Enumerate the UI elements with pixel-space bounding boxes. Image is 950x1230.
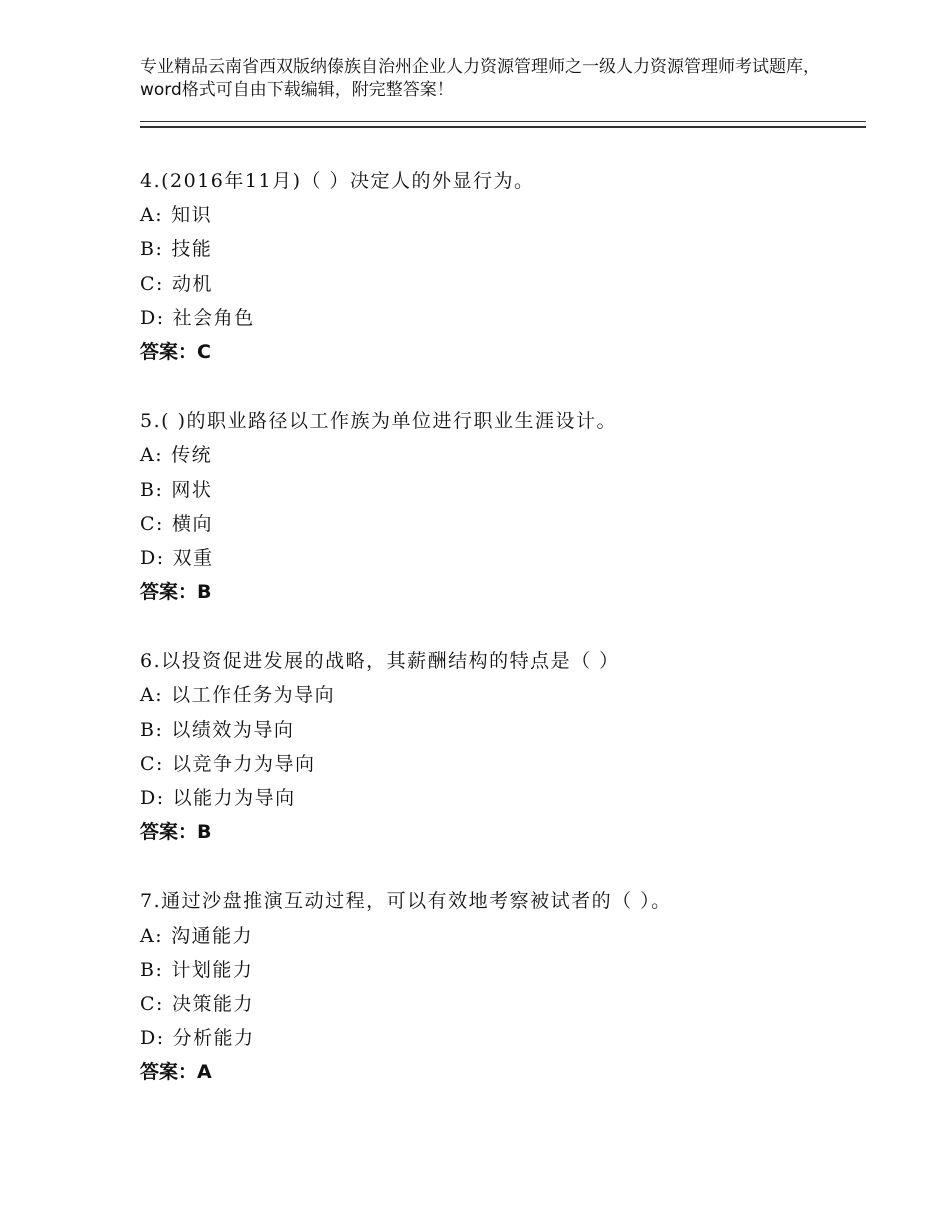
question-stem: 4.(2016年11月)（ ）决定人的外显行为。 xyxy=(140,170,535,192)
question-5 xyxy=(140,404,860,609)
question-7 xyxy=(140,884,860,1089)
option-text: 技能 xyxy=(171,238,213,261)
question-stem: 6.以投资促进发展的战略，其薪酬结构的特点是（ ） xyxy=(140,650,620,673)
question-4 xyxy=(140,164,860,369)
option-text: 分析能力 xyxy=(172,1027,255,1050)
option-text: 沟通能力 xyxy=(171,924,254,947)
option-text: 社会角色 xyxy=(172,306,255,329)
question-list xyxy=(140,164,860,1125)
answer-line: 答案：A xyxy=(140,1061,212,1084)
option-text: 双重 xyxy=(172,546,214,569)
option-text: 横向 xyxy=(171,512,213,535)
option-c xyxy=(140,987,860,1021)
option-key: C: xyxy=(140,512,164,535)
option-a xyxy=(140,198,860,232)
option-key: B: xyxy=(140,718,164,741)
answer-line: 答案：B xyxy=(140,581,212,604)
option-key: B: xyxy=(140,958,164,981)
option-key: D: xyxy=(140,787,165,809)
option-c xyxy=(140,507,860,541)
option-text: 计划能力 xyxy=(171,958,254,981)
option-key: C: xyxy=(140,272,164,295)
option-key: B: xyxy=(140,238,164,261)
option-b xyxy=(140,953,860,987)
option-b xyxy=(140,232,860,266)
option-text: 网状 xyxy=(171,478,213,501)
option-text: 传统 xyxy=(171,444,213,467)
option-text: 以能力为导向 xyxy=(172,787,296,809)
option-text: 决策能力 xyxy=(171,992,254,1015)
option-key: C: xyxy=(140,752,164,775)
option-c xyxy=(140,747,860,781)
option-a xyxy=(140,919,860,953)
question-stem: 5.( )的职业路径以工作族为单位进行职业生涯设计。 xyxy=(140,410,617,433)
option-b xyxy=(140,713,860,747)
option-key: B: xyxy=(140,478,164,501)
option-key: A: xyxy=(140,444,164,467)
option-key: D: xyxy=(140,546,165,569)
document-header: 专业精品云南省西双版纳傣族自治州企业人力资源管理师之一级人力资源管理师考试题库，word格式可自由下载编辑，附完整答案！ xyxy=(140,57,820,100)
question-stem: 7.通过沙盘推演互动过程，可以有效地考察被试者的（ ）。 xyxy=(140,890,672,913)
answer-line: 答案：B xyxy=(140,821,212,844)
option-key: C: xyxy=(140,992,164,1015)
option-d xyxy=(140,781,860,815)
answer-line: 答案：C xyxy=(140,340,211,363)
question-6 xyxy=(140,644,860,849)
option-d xyxy=(140,301,860,335)
option-text: 动机 xyxy=(171,272,213,295)
option-key: A: xyxy=(140,684,164,707)
option-key: D: xyxy=(140,306,165,329)
option-d xyxy=(140,1021,860,1055)
option-text: 以绩效为导向 xyxy=(171,718,295,741)
option-text: 以工作任务为导向 xyxy=(171,684,336,707)
option-c xyxy=(140,267,860,301)
option-key: D: xyxy=(140,1027,165,1050)
option-key: A: xyxy=(140,924,164,947)
option-text: 以竞争力为导向 xyxy=(171,752,316,775)
option-d xyxy=(140,541,860,575)
option-a xyxy=(140,678,860,712)
option-text: 知识 xyxy=(171,204,213,227)
option-b xyxy=(140,473,860,507)
header-double-rule xyxy=(140,121,866,128)
option-key: A: xyxy=(140,204,164,227)
option-a xyxy=(140,438,860,472)
